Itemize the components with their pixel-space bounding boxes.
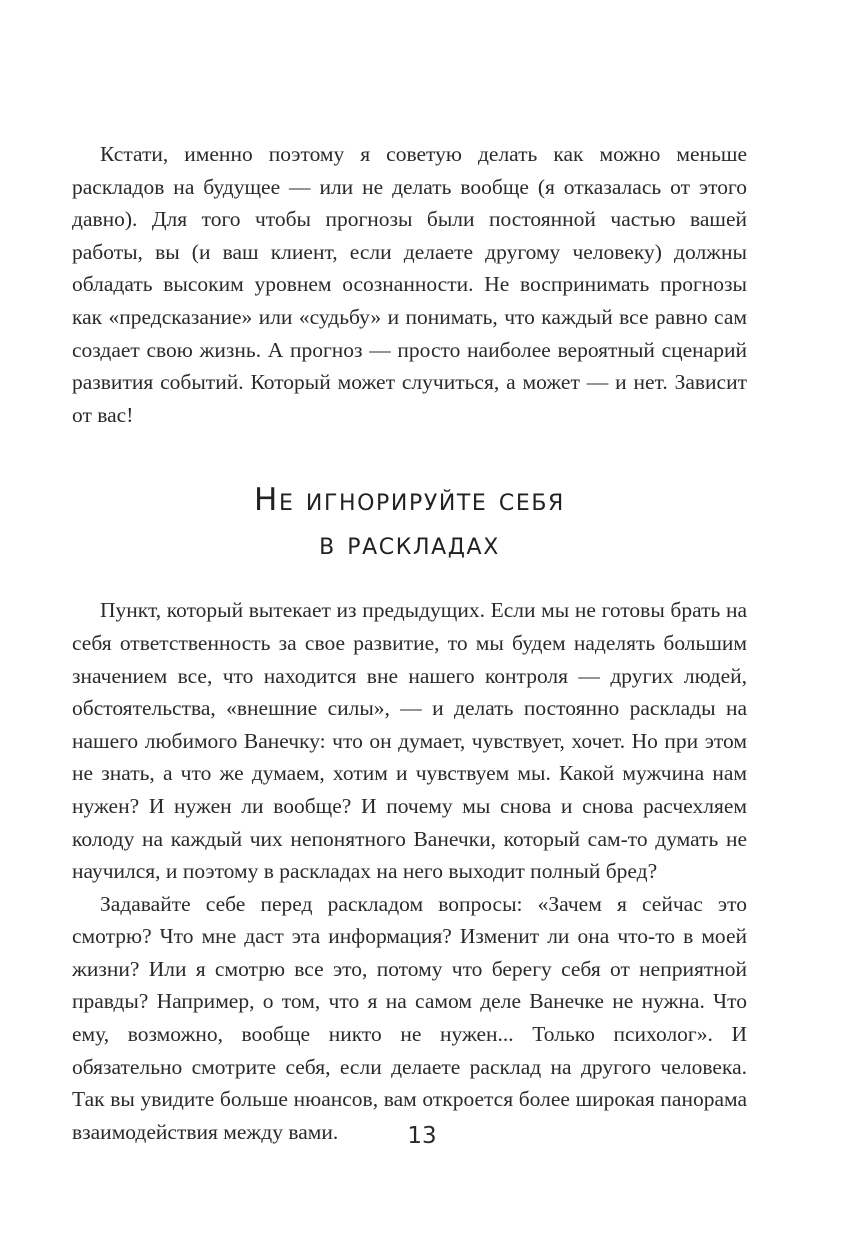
paragraph-section-2: Задавайте себе перед раскладом вопросы: «Зачем я сейчас это смотрю? Что мне даст эта информация? Изменит ли она что-то в моей жизни? Или я смотрю все это, потому что берегу себя от неприятной правды? Например, о том, что я на самом деле Ванечке не нужна. Что ему, возможно, вообще никто не нужен... Только психолог». И обязательно смотрите себя, если делаете расклад на другого человека. Так вы увидите больше нюансов, вам откроется более широкая панорама взаимодействия между вами.: [72, 891, 747, 1144]
paragraph-intro: Кстати, именно поэтому я советую делать как можно меньше раскладов на будущее — или не делать вообще (я отказалась от этого давно). Для того чтобы прогнозы были постоянной частью вашей работы, вы (и ваш клиент, если делаете другому человеку) должны обладать высоким уровнем осознанности. Не воспринимать прогнозы как «предсказание» или «судьбу» и понимать, что каждый все равно сам создает свою жизнь. А прогноз — просто наиболее вероятный сценарий развития событий. Который может случиться, а может — и нет. Зависит от вас!: [72, 142, 747, 427]
page-number: 13: [407, 1123, 437, 1149]
page-body: [72, 138, 747, 1148]
paragraph-section-1: Пункт, который вытекает из предыдущих. Если мы не готовы брать на себя ответственность за свое развитие, то мы будем наделять большим значением все, что находится вне нашего контроля — других людей, обстоятельства, «внешние силы», — и делать постоянно расклады на нашего любимого Ванечку: что он думает, чувствует, хочет. Но при этом не знать, а что же думаем, хотим и чувствуем мы. Какой мужчина нам нужен? И нужен ли вообще? И почему мы снова и снова расчехляем колоду на каждый чих непонятного Ванечки, который сам-то думать не научился, и поэтому в раскладах на него выходит полный бред?: [72, 598, 747, 884]
section-heading: [72, 478, 747, 566]
section-heading-line-1: Не игнорируйте себя: [254, 482, 565, 519]
section-heading-line-2: в раскладах: [319, 526, 500, 563]
